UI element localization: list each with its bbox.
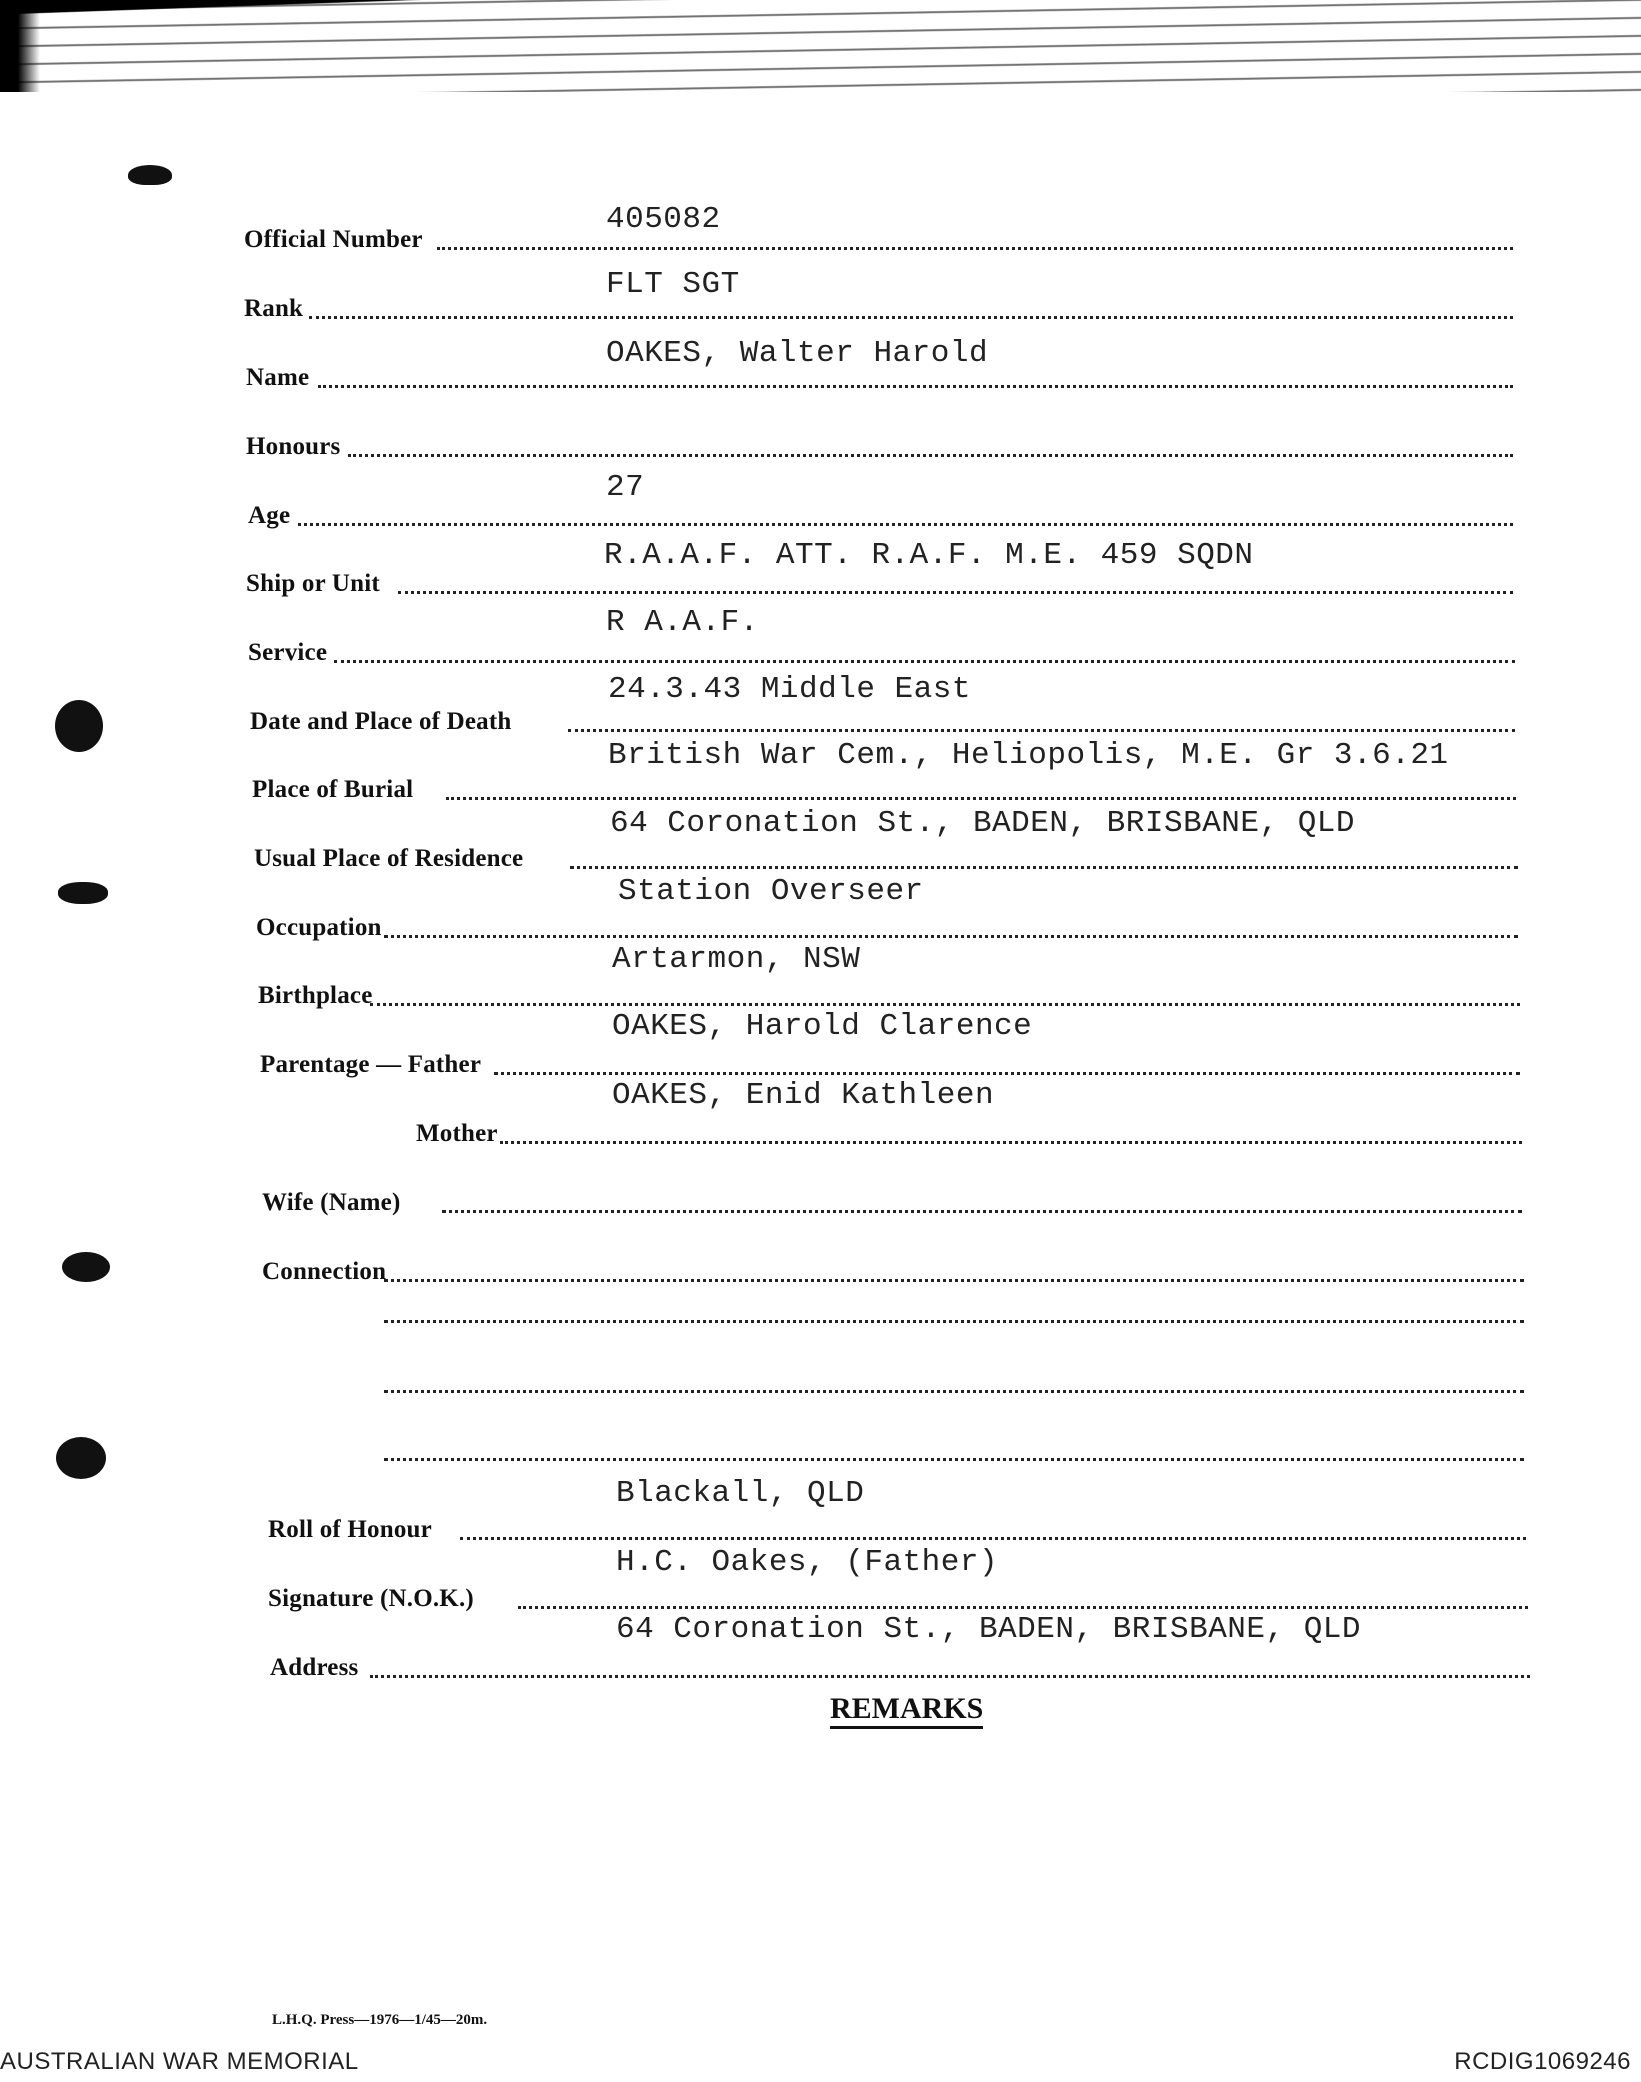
mother-label: Mother [416,1120,498,1147]
place-of-burial-label: Place of Burial [252,776,414,803]
ship-or-unit-line [398,591,1513,594]
address-value: 64 Coronation St., BADEN, BRISBANE, QLD [616,1612,1362,1647]
remarks-heading: REMARKS [830,1694,983,1729]
punch-hole-3 [62,1252,110,1282]
mother-value: OAKES, Enid Kathleen [612,1078,995,1113]
date-place-death-value: 24.3.43 Middle East [608,672,971,707]
connection-line-3 [384,1390,1524,1393]
official-number-line [437,247,1513,250]
official-number-value: 405082 [606,202,721,237]
occupation-value: Station Overseer [618,874,924,909]
footer-reference: RCDIG1069246 [1454,2048,1631,2075]
connection-line [384,1279,1524,1282]
service-label: Service [248,639,328,666]
occupation-line [384,935,1518,938]
roll-of-honour-value: Blackall, QLD [616,1476,865,1511]
rank-value: FLT SGT [606,267,740,302]
connection-line-2 [384,1320,1524,1323]
rank-label: Rank [244,295,304,322]
honours-label: Honours [246,433,341,460]
father-line [494,1072,1520,1075]
signature-line [518,1606,1528,1609]
name-line [318,385,1513,388]
father-label: Parentage — Father [260,1051,482,1078]
signature-label: Signature (N.O.K.) [268,1585,474,1612]
honours-line [348,454,1513,457]
punch-hole-top [128,165,172,185]
footer-institution: AUSTRALIAN WAR MEMORIAL [0,2048,359,2075]
age-value: 27 [606,470,645,505]
name-label: Name [246,364,310,391]
age-line [298,523,1513,526]
punch-hole-4 [56,1437,106,1479]
wife-label: Wife (Name) [262,1189,401,1216]
age-label: Age [248,502,291,529]
signature-value: H.C. Oakes, (Father) [616,1545,999,1580]
ship-or-unit-value: R.A.A.F. ATT. R.A.F. M.E. 459 SQDN [604,538,1254,573]
punch-hole-2 [58,882,108,904]
usual-residence-line [570,866,1518,869]
service-value: R A.A.F. [606,605,759,640]
connection-line-4 [384,1458,1524,1461]
official-number-label: Official Number [244,226,423,253]
roll-of-honour-line [460,1537,1526,1540]
scan-top-edge [0,0,1641,92]
service-line [334,660,1515,663]
usual-residence-value: 64 Coronation St., BADEN, BRISBANE, QLD [610,806,1356,841]
place-of-burial-value: British War Cem., Heliopolis, M.E. Gr 3.6.21 [608,738,1449,773]
address-line [370,1675,1530,1678]
address-label: Address [270,1654,359,1681]
wife-line [442,1210,1522,1213]
punch-hole-1 [55,700,103,752]
name-value: OAKES, Walter Harold [606,336,989,371]
birthplace-value: Artarmon, NSW [612,942,861,977]
ship-or-unit-label: Ship or Unit [246,570,380,597]
birthplace-label: Birthplace [258,982,373,1009]
usual-residence-label: Usual Place of Residence [254,845,524,872]
birthplace-line [370,1003,1520,1006]
date-place-death-label: Date and Place of Death [250,708,512,735]
roll-of-honour-label: Roll of Honour [268,1516,432,1543]
father-value: OAKES, Harold Clarence [612,1009,1033,1044]
rank-line [309,316,1513,319]
mother-line [500,1141,1522,1144]
date-place-death-line [568,729,1515,732]
occupation-label: Occupation [256,914,382,941]
place-of-burial-line [446,797,1516,800]
printer-note: L.H.Q. Press—1976—1/45—20m. [272,2012,488,2028]
connection-label: Connection [262,1258,387,1285]
